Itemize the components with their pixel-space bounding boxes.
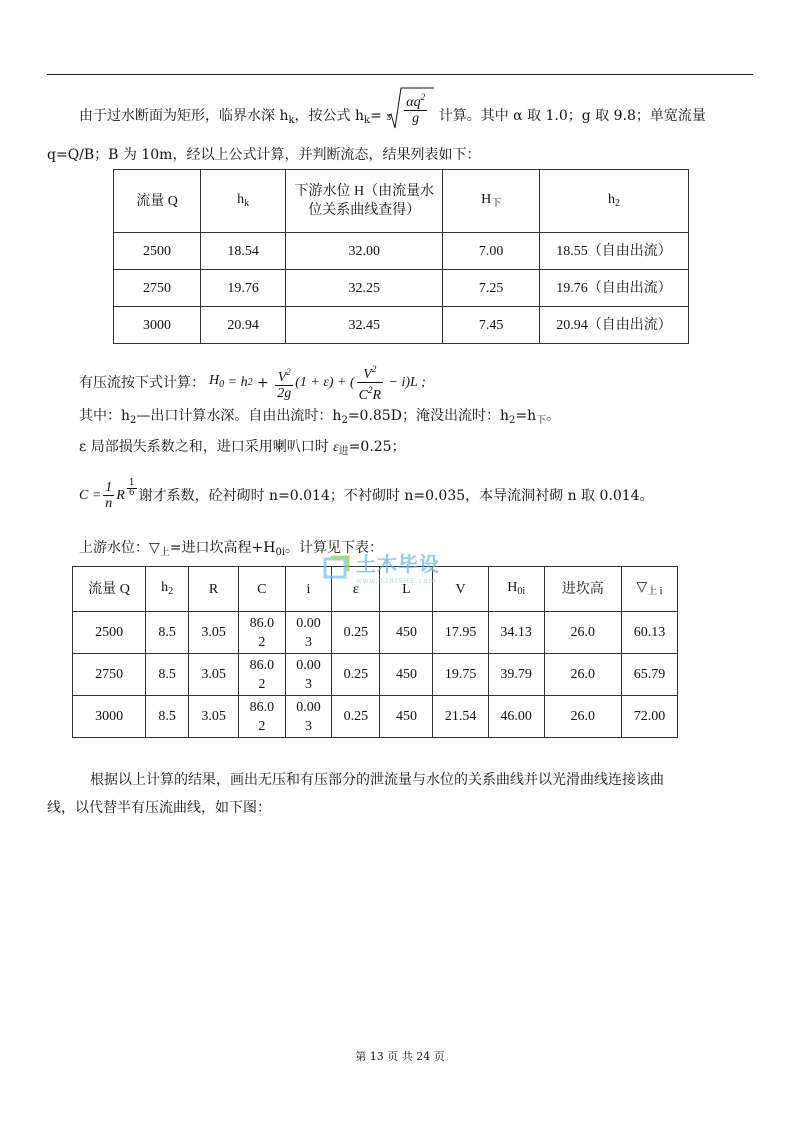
cube-root-formula: 3 $\frac{\alpha q^2}{g}$	[386, 96, 434, 136]
paragraph-conclusion-1: 根据以上计算的结果，画出无压和有压部分的泄流量与水位的关系曲线并以光滑曲线连接该曲	[90, 772, 664, 788]
paragraph-upstream-level: 上游水位：$▽_上=$进口坎高程$+H_{0i}$。计算见下表：	[79, 540, 384, 558]
paragraph-chezy-coefficient: C = $\frac{1}{n}$ R $\frac{1}{6}$ 谢才系数，砼衬砌时 n=0.014；不衬砌时 n=0.035，本导流洞衬砌 n 取 0.014。	[79, 478, 654, 511]
upstream-level-table	[72, 566, 678, 738]
pressure-flow-formula: 有压流按下式计算： $H_0$ = h 2 + $\frac{V^2}{2g}$ (1 + ε) + ( $\frac{V^2}{C^2R}$ − i)L ;	[79, 364, 426, 403]
header-rule	[47, 74, 753, 75]
table-row: 3000 20.94 32.45 7.45 20.94（自由出流）	[114, 307, 689, 344]
paragraph-conclusion-2: 线，以代替半有压流曲线，如下图：	[47, 800, 271, 816]
table-row: 2500 18.54 32.00 7.00 18.55（自由出流）	[114, 233, 689, 270]
paragraph-unit-discharge: q=Q/B；B 为 10m，经以上公式计算，并判断流态，结果列表如下：	[47, 147, 481, 163]
graduation-cap-icon	[322, 551, 352, 581]
watermark-logo: 土木毕设 www.528ISHE.com	[322, 548, 440, 584]
table-row: 2750 8.5 3.05 86.02 0.003 0.25 450 19.75 39.79 26.0 65.79	[73, 654, 678, 696]
table-row: 2500 8.5 3.05 86.02 0.003 0.25 450 17.95 34.13 26.0 60.13	[73, 612, 678, 654]
page-footer: 第 13 页 共 24 页	[355, 1050, 445, 1063]
table-row: 2750 19.76 32.25 7.25 19.76（自由出流）	[114, 270, 689, 307]
table-header-row: 流量 Q $h_k$ 下游水位 H（由流量水位关系曲线查得） $H_下$ $h_2$	[114, 170, 689, 233]
paragraph-critical-depth: 由于过水断面为矩形，临界水深 $h_k$，按公式 $h_k=$ 3 $\frac{\alpha q^2}{g}$ 计算。其中 α 取 1.0；g 取 9.8；单宽流量	[79, 96, 706, 136]
paragraph-outlet-depth: 其中：$h_2—$出口计算水深。自由出流时：$h_2=0.85D$；淹没出流时：$h_2=h_下$。	[79, 408, 561, 426]
critical-depth-table	[113, 169, 689, 344]
paragraph-loss-coefficient: ε 局部损失系数之和，进口采用喇叭口时 $\varepsilon_进=0.25$；	[79, 439, 406, 457]
table-row: 3000 8.5 3.05 86.02 0.003 0.25 450 21.54 46.00 26.0 72.00	[73, 696, 678, 738]
table-header-row: 流量 Q $h_2$ R C i ε L V $H_{0i}$ 进坎高 $▽_{上 i}$	[73, 567, 678, 612]
